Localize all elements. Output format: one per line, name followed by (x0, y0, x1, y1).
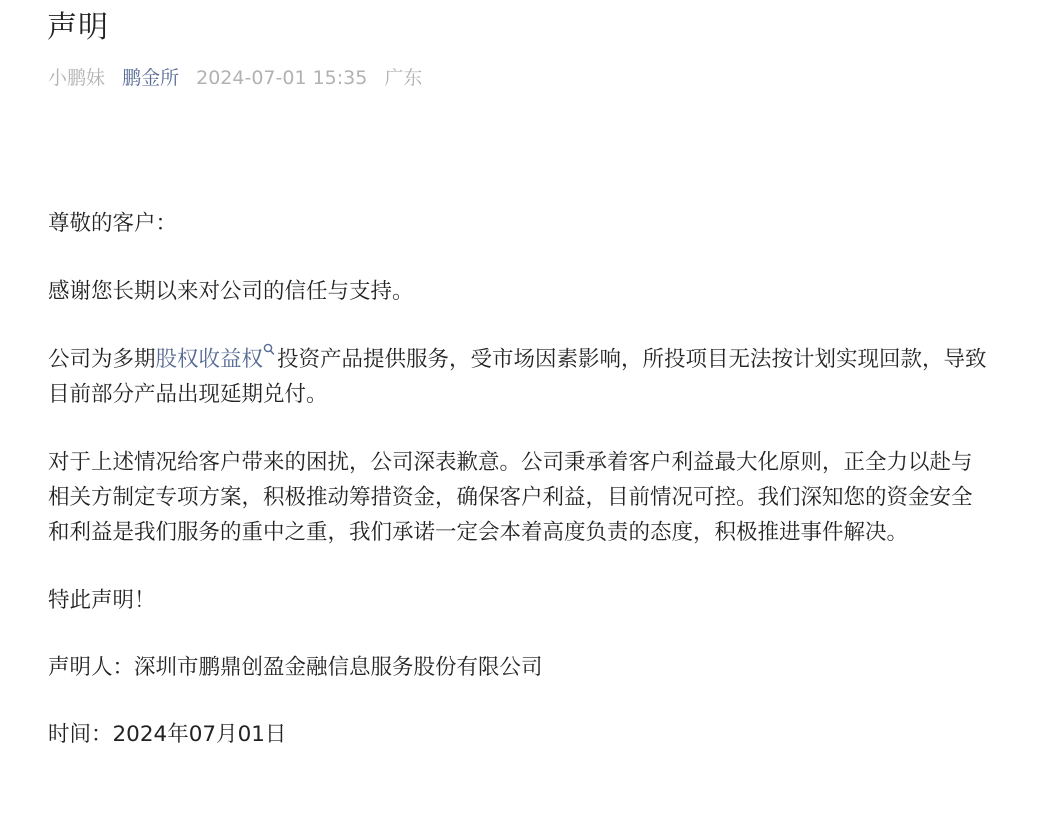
search-icon[interactable] (263, 343, 275, 357)
keyword-link-equity[interactable]: 股权收益权 (155, 347, 264, 372)
apology-paragraph: 对于上述情况给客户带来的困扰，公司深表歉意。公司秉承着客户利益最大化原则，正全力以赴与相关方制定专项方案，积极推动筹措资金，确保客户利益，目前情况可控。我们深知您的资金安全和利益是我们服务的重中之重，我们承诺一定会本着高度负责的态度，积极推进事件解决。 (48, 450, 973, 545)
account-name-link[interactable]: 鹏金所 (122, 67, 180, 89)
situation-paragraph (48, 342, 988, 412)
greeting-paragraph: 尊敬的客户： (48, 211, 178, 236)
ip-location: 广东 (384, 67, 423, 89)
author-name: 小鹏妹 (48, 67, 106, 89)
publish-datetime: 2024-07-01 15:35 (196, 67, 368, 89)
situation-text-after: 投资产品提供服务，受市场因素影响，所投项目无法按计划实现回款，导致目前部分产品出现延期兑付。 (48, 347, 987, 407)
article-content (48, 206, 988, 785)
thanks-paragraph: 感谢您长期以来对公司的信任与支持。 (48, 279, 414, 304)
article-meta (48, 64, 433, 92)
declarant-paragraph: 声明人：深圳市鹏鼎创盈金融信息服务股份有限公司 (48, 655, 543, 680)
closing-paragraph: 特此声明！ (48, 588, 156, 613)
situation-text-before: 公司为多期 (48, 347, 156, 372)
article-title: 声明 (47, 10, 109, 45)
date-paragraph: 时间：2024年07月01日 (48, 722, 287, 747)
